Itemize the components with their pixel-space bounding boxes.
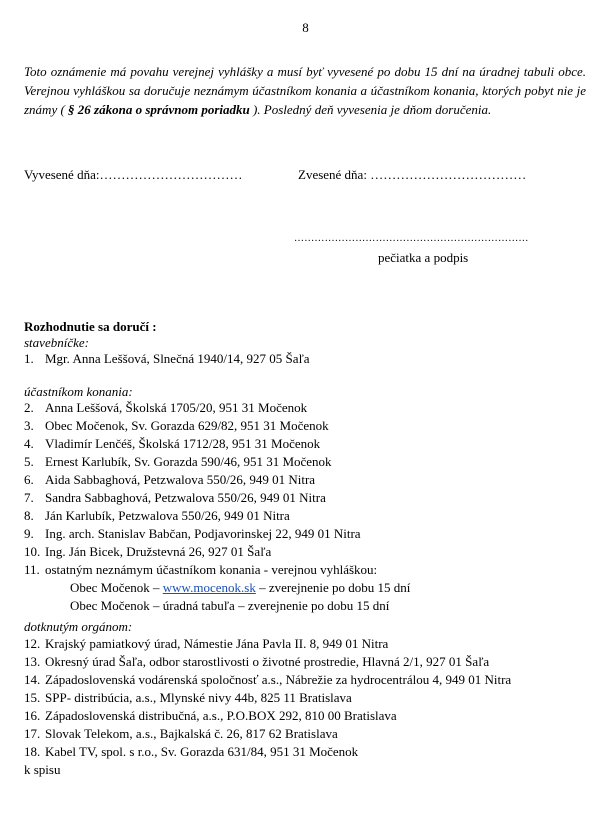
- notice-paragraph: [24, 62, 586, 119]
- page-number: 8: [302, 20, 309, 35]
- item-text: Sandra Sabbaghová, Petzwalova 550/26, 949 01 Nitra: [45, 490, 326, 505]
- item-text: Ing. Ján Bicek, Družstevná 26, 927 01 Šaľa: [45, 544, 272, 559]
- item-text: Západoslovenská vodárenská spoločnosť a.s., Nábrežie za hydrocentrálou 4, 949 01 Nitra: [45, 672, 512, 687]
- notice-text-1: Toto oznámenie má povahu verejnej vyhlášky a musí byť vyvesené po dobu 15 dní na úradnej tabuli obce. Verejnou vyhláškou sa doručuje neznámym účastníkom konania a účastníkom konania, ktorých pobyt nie je známy (: [24, 64, 586, 117]
- item-text: Kabel TV, spol. s r.o., Sv. Gorazda 631/84, 951 31 Močenok: [45, 744, 359, 759]
- authorities-label: dotknutým orgánom:: [24, 619, 133, 634]
- item-text: Krajský pamiatkový úrad, Námestie Jána Pavla II. 8, 949 01 Nitra: [45, 636, 389, 651]
- public-notice-prefix: Obec Močenok –: [70, 580, 163, 595]
- item-text: Západoslovenská distribučná, a.s., P.O.BOX 292, 810 00 Bratislava: [45, 708, 397, 723]
- item-text: Ing. arch. Stanislav Babčan, Podjavorinskej 22, 949 01 Nitra: [45, 526, 361, 541]
- item-text: Slovak Telekom, a.s., Bajkalská č. 26, 817 62 Bratislava: [45, 726, 338, 741]
- item-number: 14.: [24, 672, 41, 687]
- item-number: 4.: [24, 436, 34, 451]
- signature-line: ……………………………………………………………: [294, 233, 529, 244]
- item-number: 11.: [24, 562, 40, 577]
- item-number: 12.: [24, 636, 41, 651]
- item-text: Ján Karlubík, Petzwalova 550/26, 949 01 Nitra: [45, 508, 290, 523]
- public-notice-board-text: Obec Močenok – úradná tabuľa – zverejnenie po dobu 15 dní: [70, 598, 390, 613]
- signature-label: pečiatka a podpis: [378, 250, 469, 265]
- removed-date-field: Zvesené dňa: ………………………………: [298, 167, 527, 182]
- item-text: Ernest Karlubík, Sv. Gorazda 590/46, 951 31 Močenok: [45, 454, 332, 469]
- item-number: 17.: [24, 726, 41, 741]
- item-text: Okresný úrad Šaľa, odbor starostlivosti o životné prostredie, Hlavná 2/1, 927 01 Šaľa: [45, 654, 490, 669]
- item-text: Aida Sabbaghová, Petzwalova 550/26, 949 01 Nitra: [45, 472, 316, 487]
- municipality-website-link[interactable]: www.mocenok.sk: [162, 580, 256, 595]
- item-number: 2.: [24, 400, 34, 415]
- delivery-heading: Rozhodnutie sa doručí :: [24, 319, 157, 334]
- notice-law-reference: § 26 zákona o správnom poriadku: [68, 102, 250, 117]
- participants-label: účastníkom konania:: [24, 384, 133, 399]
- item-text: SPP- distribúcia, a.s., Mlynské nivy 44b, 825 11 Bratislava: [45, 690, 352, 705]
- item-number: 15.: [24, 690, 41, 705]
- item-number: 6.: [24, 472, 34, 487]
- public-notice-suffix: – zverejnenie po dobu 15 dní: [255, 580, 411, 595]
- item-text: ostatným neznámym účastníkom konania - verejnou vyhláškou:: [45, 562, 378, 577]
- item-number: 9.: [24, 526, 34, 541]
- item-number: 18.: [24, 744, 41, 759]
- posted-date-field: Vyvesené dňa:……………………………: [24, 167, 243, 182]
- item-text: Obec Močenok, Sv. Gorazda 629/82, 951 31 Močenok: [45, 418, 329, 433]
- item-number: 10.: [24, 544, 41, 559]
- notice-text-2: ). Posledný deň vyvesenia je dňom doručenia.: [249, 102, 492, 117]
- item-number: 13.: [24, 654, 41, 669]
- item-text: Anna Leššová, Školská 1705/20, 951 31 Močenok: [45, 400, 308, 415]
- builders-label: stavebníčke:: [24, 335, 89, 350]
- item-number: 5.: [24, 454, 34, 469]
- item-number: 8.: [24, 508, 34, 523]
- item-number: 16.: [24, 708, 41, 723]
- item-text: Vladimír Lenčéš, Školská 1712/28, 951 31 Močenok: [45, 436, 321, 451]
- item-number: 1.: [24, 351, 34, 366]
- item-text: Mgr. Anna Leššová, Slnečná 1940/14, 927 05 Šaľa: [45, 351, 310, 366]
- item-number: 7.: [24, 490, 34, 505]
- item-number: 3.: [24, 418, 34, 433]
